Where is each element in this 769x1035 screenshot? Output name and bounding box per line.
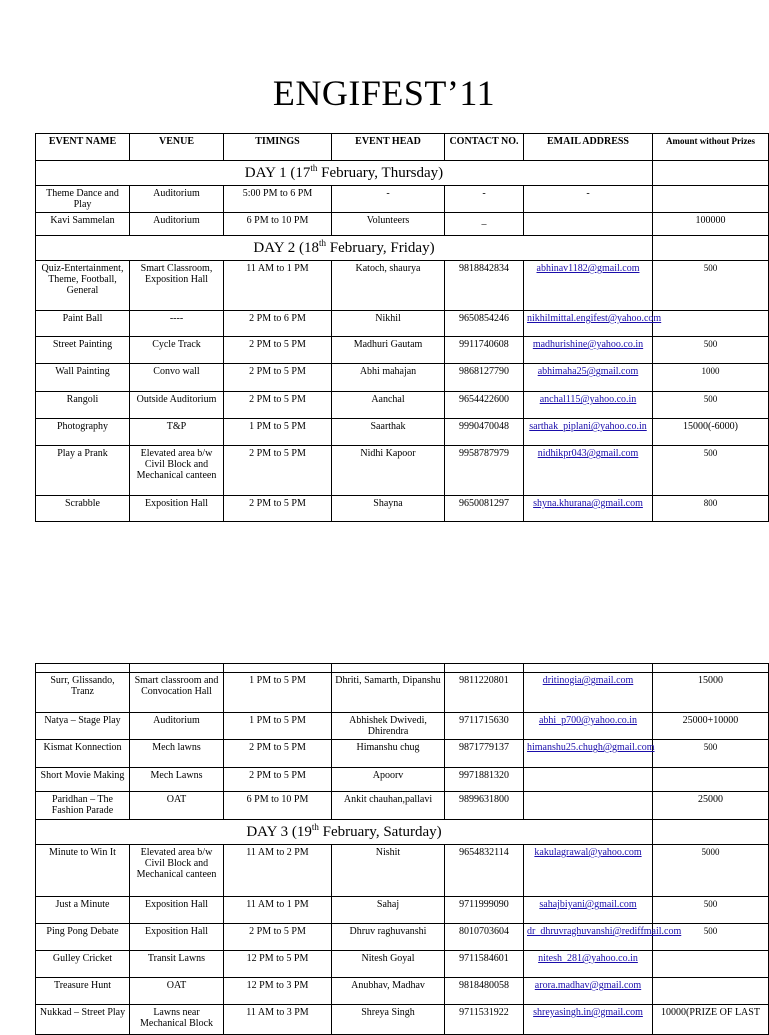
event-name-cell: Just a Minute xyxy=(36,897,130,924)
venue-cell: Mech lawns xyxy=(130,740,224,768)
email-cell[interactable]: dritinogia@gmail.com xyxy=(524,673,653,713)
event-name-cell: Nukkad – Street Play xyxy=(36,1005,130,1035)
amount-cell: 800 xyxy=(653,496,769,522)
event-head-cell: - xyxy=(332,186,445,213)
timings-cell: 2 PM to 5 PM xyxy=(224,768,332,792)
event-head-cell: Shayna xyxy=(332,496,445,522)
venue-cell: Smart Classroom, Exposition Hall xyxy=(130,261,224,311)
day-heading-date: February, Saturday) xyxy=(318,824,442,840)
table-body xyxy=(36,664,769,1035)
event-name-cell: Kismat Konnection xyxy=(36,740,130,768)
email-cell[interactable]: arora.madhav@gmail.com xyxy=(524,978,653,1005)
contact-cell: 9818842834 xyxy=(445,261,524,311)
contact-cell: 9711715630 xyxy=(445,713,524,740)
venue-cell: Convo wall xyxy=(130,364,224,392)
event-head-cell: Himanshu chug xyxy=(332,740,445,768)
event-name-cell: Quiz-Entertainment, Theme, Football, General xyxy=(36,261,130,311)
table-row xyxy=(36,311,769,337)
table-row xyxy=(36,186,769,213)
day-amount-cell xyxy=(653,236,769,261)
header-email-address: EMAIL ADDRESS xyxy=(524,134,653,161)
email-cell[interactable]: madhurishine@yahoo.co.in xyxy=(524,337,653,364)
event-name-cell: Natya – Stage Play xyxy=(36,713,130,740)
table-row xyxy=(36,673,769,713)
contact-cell: 8010703604 xyxy=(445,924,524,951)
timings-cell: 1 PM to 5 PM xyxy=(224,673,332,713)
venue-cell: ---- xyxy=(130,311,224,337)
contact-cell: 9911740608 xyxy=(445,337,524,364)
contact-cell: 9711999090 xyxy=(445,897,524,924)
amount-cell: 5000 xyxy=(653,845,769,897)
venue-cell: Exposition Hall xyxy=(130,897,224,924)
amount-cell: 500 xyxy=(653,337,769,364)
timings-cell: 11 AM to 3 PM xyxy=(224,1005,332,1035)
day-heading xyxy=(36,161,653,186)
event-name-cell: Paint Ball xyxy=(36,311,130,337)
amount-cell xyxy=(653,311,769,337)
contact-cell: 9871779137 xyxy=(445,740,524,768)
table-row xyxy=(36,213,769,236)
table-row xyxy=(36,364,769,392)
email-cell[interactable]: nidhikpr043@gmail.com xyxy=(524,446,653,496)
event-name-cell: Surr, Glissando, Tranz xyxy=(36,673,130,713)
venue-cell: T&P xyxy=(130,419,224,446)
timings-cell: 6 PM to 10 PM xyxy=(224,213,332,236)
table-row xyxy=(36,419,769,446)
email-cell[interactable]: abhinav1182@gmail.com xyxy=(524,261,653,311)
contact-cell: 9990470048 xyxy=(445,419,524,446)
timings-cell: 2 PM to 5 PM xyxy=(224,496,332,522)
schedule-table-continued xyxy=(35,663,769,1035)
email-cell[interactable]: abhi_p700@yahoo.co.in xyxy=(524,713,653,740)
venue-cell: Transit Lawns xyxy=(130,951,224,978)
contact-cell: 9899631800 xyxy=(445,792,524,820)
event-head-cell: Madhuri Gautam xyxy=(332,337,445,364)
venue-cell: Smart classroom and Convocation Hall xyxy=(130,673,224,713)
day-heading-date: February, Friday) xyxy=(325,240,435,256)
amount-cell xyxy=(653,186,769,213)
event-name-cell: Paridhan – The Fashion Parade xyxy=(36,792,130,820)
contact-cell: 9811220801 xyxy=(445,673,524,713)
event-head-cell: Aanchal xyxy=(332,392,445,419)
day-header-row xyxy=(36,820,769,845)
event-name-cell: Ping Pong Debate xyxy=(36,924,130,951)
event-head-cell: Dhriti, Samarth, Dipanshu xyxy=(332,673,445,713)
amount-cell: 10000(PRIZE OF LAST xyxy=(653,1005,769,1035)
event-name-cell: Play a Prank xyxy=(36,446,130,496)
day-heading-suffix: th xyxy=(311,822,319,832)
amount-cell: 15000 xyxy=(653,673,769,713)
empty-cell xyxy=(445,664,524,673)
event-head-cell: Nidhi Kapoor xyxy=(332,446,445,496)
header-amount: Amount without Prizes xyxy=(653,134,769,161)
empty-row xyxy=(36,664,769,673)
event-head-cell: Nitesh Goyal xyxy=(332,951,445,978)
venue-cell: Lawns near Mechanical Block xyxy=(130,1005,224,1035)
contact-cell: 9958787979 xyxy=(445,446,524,496)
event-head-cell: Anubhav, Madhav xyxy=(332,978,445,1005)
timings-cell: 2 PM to 5 PM xyxy=(224,364,332,392)
day-heading-text: DAY 1 (17 xyxy=(244,165,311,181)
event-name-cell: Short Movie Making xyxy=(36,768,130,792)
empty-cell xyxy=(332,664,445,673)
contact-cell: 9818480058 xyxy=(445,978,524,1005)
venue-cell: Exposition Hall xyxy=(130,496,224,522)
table-row xyxy=(36,1005,769,1035)
table-row xyxy=(36,261,769,311)
timings-cell: 11 AM to 1 PM xyxy=(224,897,332,924)
event-name-cell: Kavi Sammelan xyxy=(36,213,130,236)
table-row xyxy=(36,792,769,820)
amount-cell: 500 xyxy=(653,924,769,951)
event-name-cell: Photography xyxy=(36,419,130,446)
empty-cell xyxy=(524,664,653,673)
amount-cell: 500 xyxy=(653,446,769,496)
email-cell[interactable]: sarthak_piplani@yahoo.co.in xyxy=(524,419,653,446)
timings-cell: 2 PM to 5 PM xyxy=(224,337,332,364)
amount-cell: 500 xyxy=(653,740,769,768)
schedule-table-day1-day2 xyxy=(35,133,769,522)
timings-cell: 2 PM to 6 PM xyxy=(224,311,332,337)
email-cell[interactable]: dr_dhruvraghuvanshi@rediffmail.com xyxy=(524,924,653,951)
amount-cell: 100000 xyxy=(653,213,769,236)
contact-cell: 9654832114 xyxy=(445,845,524,897)
event-head-cell: Abhishek Dwivedi, Dhirendra xyxy=(332,713,445,740)
email-cell[interactable]: nikhilmittal.engifest@yahoo.com xyxy=(524,311,653,337)
event-name-cell: Treasure Hunt xyxy=(36,978,130,1005)
table-body xyxy=(36,161,769,522)
page-title: ENGIFEST’11 xyxy=(272,73,496,113)
contact-cell: 9654422600 xyxy=(445,392,524,419)
event-head-cell: Nishit xyxy=(332,845,445,897)
event-head-cell: Nikhil xyxy=(332,311,445,337)
day-heading-suffix: th xyxy=(310,163,318,173)
empty-cell xyxy=(130,664,224,673)
email-cell[interactable]: anchal115@yahoo.co.in xyxy=(524,392,653,419)
event-head-cell: Ankit chauhan,pallavi xyxy=(332,792,445,820)
contact-cell: _ xyxy=(445,213,524,236)
email-cell[interactable]: sahajbiyani@gmail.com xyxy=(524,897,653,924)
empty-cell xyxy=(224,664,332,673)
amount-cell xyxy=(653,951,769,978)
venue-cell: OAT xyxy=(130,978,224,1005)
event-name-cell: Street Painting xyxy=(36,337,130,364)
contact-cell: 9868127790 xyxy=(445,364,524,392)
contact-cell: - xyxy=(445,186,524,213)
event-head-cell: Abhi mahajan xyxy=(332,364,445,392)
day-amount-cell xyxy=(653,161,769,186)
table-header-row xyxy=(36,134,769,161)
event-head-cell: Sahaj xyxy=(332,897,445,924)
table-row xyxy=(36,740,769,768)
timings-cell: 1 PM to 5 PM xyxy=(224,419,332,446)
header-venue: VENUE xyxy=(130,134,224,161)
day-heading-text: DAY 2 (18 xyxy=(253,240,319,256)
timings-cell: 6 PM to 10 PM xyxy=(224,792,332,820)
email-cell[interactable]: nitesh_281@yahoo.co.in xyxy=(524,951,653,978)
event-name-cell: Gulley Cricket xyxy=(36,951,130,978)
day-heading-date: February, Thursday) xyxy=(317,165,444,181)
day-heading xyxy=(36,820,653,845)
table-row xyxy=(36,768,769,792)
table-row xyxy=(36,496,769,522)
amount-cell: 15000(-6000) xyxy=(653,419,769,446)
day-heading xyxy=(36,236,653,261)
contact-cell: 9971881320 xyxy=(445,768,524,792)
venue-cell: Auditorium xyxy=(130,186,224,213)
day-amount-cell xyxy=(653,820,769,845)
event-head-cell: Shreya Singh xyxy=(332,1005,445,1035)
venue-cell: Elevated area b/w Civil Block and Mechanical canteen xyxy=(130,446,224,496)
event-name-cell: Minute to Win It xyxy=(36,845,130,897)
venue-cell: Auditorium xyxy=(130,713,224,740)
table-row xyxy=(36,845,769,897)
venue-cell: Elevated area b/w Civil Block and Mechanical canteen xyxy=(130,845,224,897)
amount-cell: 25000+10000 xyxy=(653,713,769,740)
contact-cell: 9711584601 xyxy=(445,951,524,978)
email-cell: - xyxy=(524,186,653,213)
empty-cell xyxy=(36,664,130,673)
timings-cell: 1 PM to 5 PM xyxy=(224,713,332,740)
amount-cell: 500 xyxy=(653,261,769,311)
amount-cell: 25000 xyxy=(653,792,769,820)
day-header-row xyxy=(36,161,769,186)
timings-cell: 11 AM to 2 PM xyxy=(224,845,332,897)
event-head-cell: Volunteers xyxy=(332,213,445,236)
event-head-cell: Dhruv raghuvanshi xyxy=(332,924,445,951)
empty-cell xyxy=(653,664,769,673)
email-cell[interactable]: abhimaha25@gmail.com xyxy=(524,364,653,392)
contact-cell: 9711531922 xyxy=(445,1005,524,1035)
venue-cell: Cycle Track xyxy=(130,337,224,364)
venue-cell: Exposition Hall xyxy=(130,924,224,951)
timings-cell: 2 PM to 5 PM xyxy=(224,446,332,496)
table-row xyxy=(36,978,769,1005)
table-row xyxy=(36,446,769,496)
event-name-cell: Rangoli xyxy=(36,392,130,419)
table-row xyxy=(36,897,769,924)
timings-cell: 11 AM to 1 PM xyxy=(224,261,332,311)
email-cell[interactable]: kakulagrawal@yahoo.com xyxy=(524,845,653,897)
contact-cell: 9650854246 xyxy=(445,311,524,337)
email-cell xyxy=(524,768,653,792)
amount-cell: 1000 xyxy=(653,364,769,392)
event-head-cell: Katoch, shaurya xyxy=(332,261,445,311)
event-head-cell: Apoorv xyxy=(332,768,445,792)
day-heading-suffix: th xyxy=(318,238,326,248)
amount-cell xyxy=(653,768,769,792)
email-cell[interactable]: shreyasingh.in@gmail.com xyxy=(524,1005,653,1035)
header-timings: TIMINGS xyxy=(224,134,332,161)
email-cell[interactable]: shyna.khurana@gmail.com xyxy=(524,496,653,522)
venue-cell: Auditorium xyxy=(130,213,224,236)
venue-cell: OAT xyxy=(130,792,224,820)
timings-cell: 12 PM to 5 PM xyxy=(224,951,332,978)
table-row xyxy=(36,951,769,978)
email-cell xyxy=(524,792,653,820)
event-name-cell: Theme Dance and Play xyxy=(36,186,130,213)
day-header-row xyxy=(36,236,769,261)
event-name-cell: Scrabble xyxy=(36,496,130,522)
header-event-name: EVENT NAME xyxy=(36,134,130,161)
header-event-head: EVENT HEAD xyxy=(332,134,445,161)
timings-cell: 2 PM to 5 PM xyxy=(224,392,332,419)
amount-cell: 500 xyxy=(653,392,769,419)
event-head-cell: Saarthak xyxy=(332,419,445,446)
venue-cell: Mech Lawns xyxy=(130,768,224,792)
timings-cell: 12 PM to 3 PM xyxy=(224,978,332,1005)
table-row xyxy=(36,337,769,364)
table-row xyxy=(36,713,769,740)
day-heading-text: DAY 3 (19 xyxy=(246,824,312,840)
timings-cell: 2 PM to 5 PM xyxy=(224,740,332,768)
contact-cell: 9650081297 xyxy=(445,496,524,522)
timings-cell: 5:00 PM to 6 PM xyxy=(224,186,332,213)
header-contact-no: CONTACT NO. xyxy=(445,134,524,161)
email-cell xyxy=(524,213,653,236)
venue-cell: Outside Auditorium xyxy=(130,392,224,419)
table-row xyxy=(36,392,769,419)
timings-cell: 2 PM to 5 PM xyxy=(224,924,332,951)
event-name-cell: Wall Painting xyxy=(36,364,130,392)
amount-cell xyxy=(653,978,769,1005)
email-cell[interactable]: himanshu25.chugh@gmail.com xyxy=(524,740,653,768)
amount-cell: 500 xyxy=(653,897,769,924)
table-row xyxy=(36,924,769,951)
